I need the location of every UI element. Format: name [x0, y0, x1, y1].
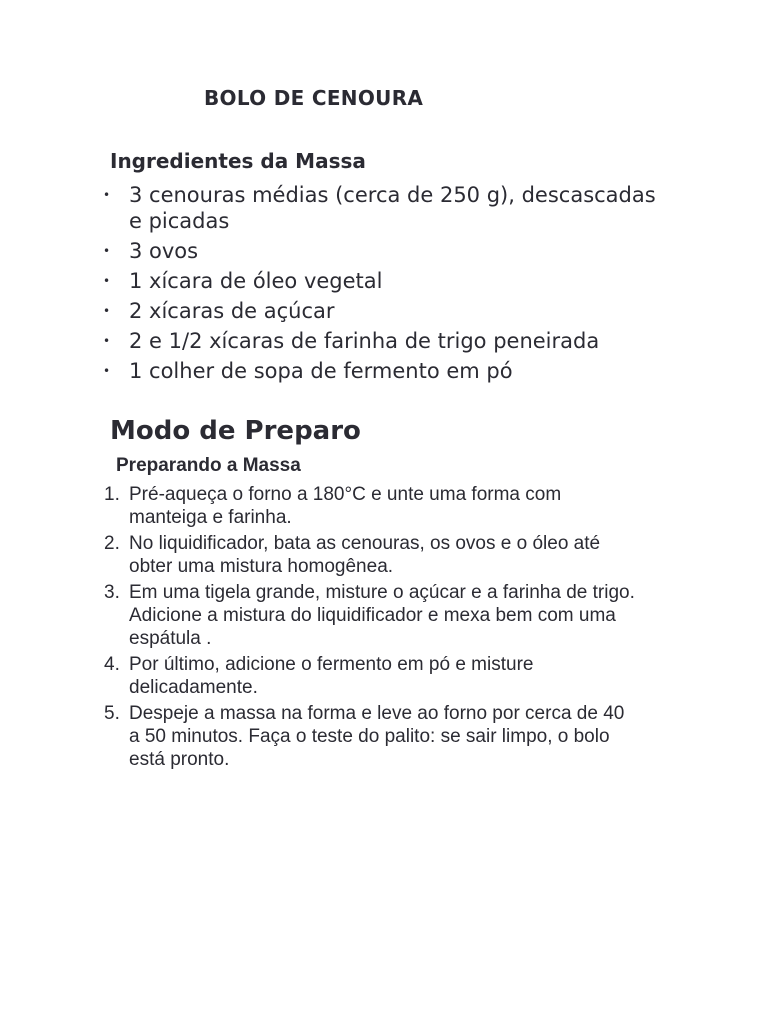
ingredient-text: 3 ovos	[129, 239, 199, 263]
step-text: Pré-aqueça o forno a 180°C e unte uma forma com manteiga e farinha.	[129, 484, 562, 528]
ingredient-item	[0, 356, 669, 386]
ingredient-item	[0, 180, 669, 236]
step-item	[0, 483, 639, 529]
ingredients-list	[0, 180, 669, 386]
step-text: Despeje a massa na forma e leve ao forno por cerca de 40 a 50 minutos. Faça o teste do palito: se sair limpo, o bolo está pronto.	[129, 703, 625, 770]
bullet-icon: •	[103, 304, 111, 318]
step-number: 2.	[104, 533, 120, 554]
ingredient-item	[0, 266, 669, 296]
recipe-title: BOLO DE CENOURA	[204, 86, 424, 110]
bullet-icon: •	[103, 274, 111, 288]
bullet-icon: •	[103, 244, 111, 258]
bullet-icon: •	[103, 364, 111, 378]
bullet-icon: •	[103, 334, 111, 348]
step-number: 4.	[104, 654, 120, 675]
step-text: Por último, adicione o fermento em pó e misture delicadamente.	[129, 654, 534, 698]
step-item	[0, 581, 639, 650]
ingredient-text: 1 colher de sopa de fermento em pó	[129, 359, 513, 383]
step-number: 1.	[104, 484, 120, 505]
ingredient-item	[0, 326, 669, 356]
ingredient-item	[0, 296, 669, 326]
ingredient-text: 1 xícara de óleo vegetal	[129, 269, 383, 293]
step-text: No liquidificador, bata as cenouras, os ovos e o óleo até obter uma mistura homogênea.	[129, 533, 601, 577]
step-number: 3.	[104, 582, 120, 603]
preparation-subheading: Preparando a Massa	[116, 455, 301, 476]
ingredient-text: 3 cenouras médias (cerca de 250 g), descascadas e picadas	[129, 183, 656, 233]
step-number: 5.	[104, 703, 120, 724]
ingredient-item	[0, 236, 669, 266]
step-item	[0, 702, 639, 771]
bullet-icon: •	[103, 188, 111, 202]
preparation-heading: Modo de Preparo	[110, 416, 361, 446]
ingredient-text: 2 e 1/2 xícaras de farinha de trigo peneirada	[129, 329, 600, 353]
step-text: Em uma tigela grande, misture o açúcar e a farinha de trigo. Adicione a mistura do liquidificador e mexa bem com uma espátula .	[129, 582, 635, 649]
step-item	[0, 532, 639, 578]
step-item	[0, 653, 639, 699]
ingredients-heading: Ingredientes da Massa	[110, 149, 366, 173]
ingredient-text: 2 xícaras de açúcar	[129, 299, 335, 323]
preparation-steps	[0, 483, 639, 774]
